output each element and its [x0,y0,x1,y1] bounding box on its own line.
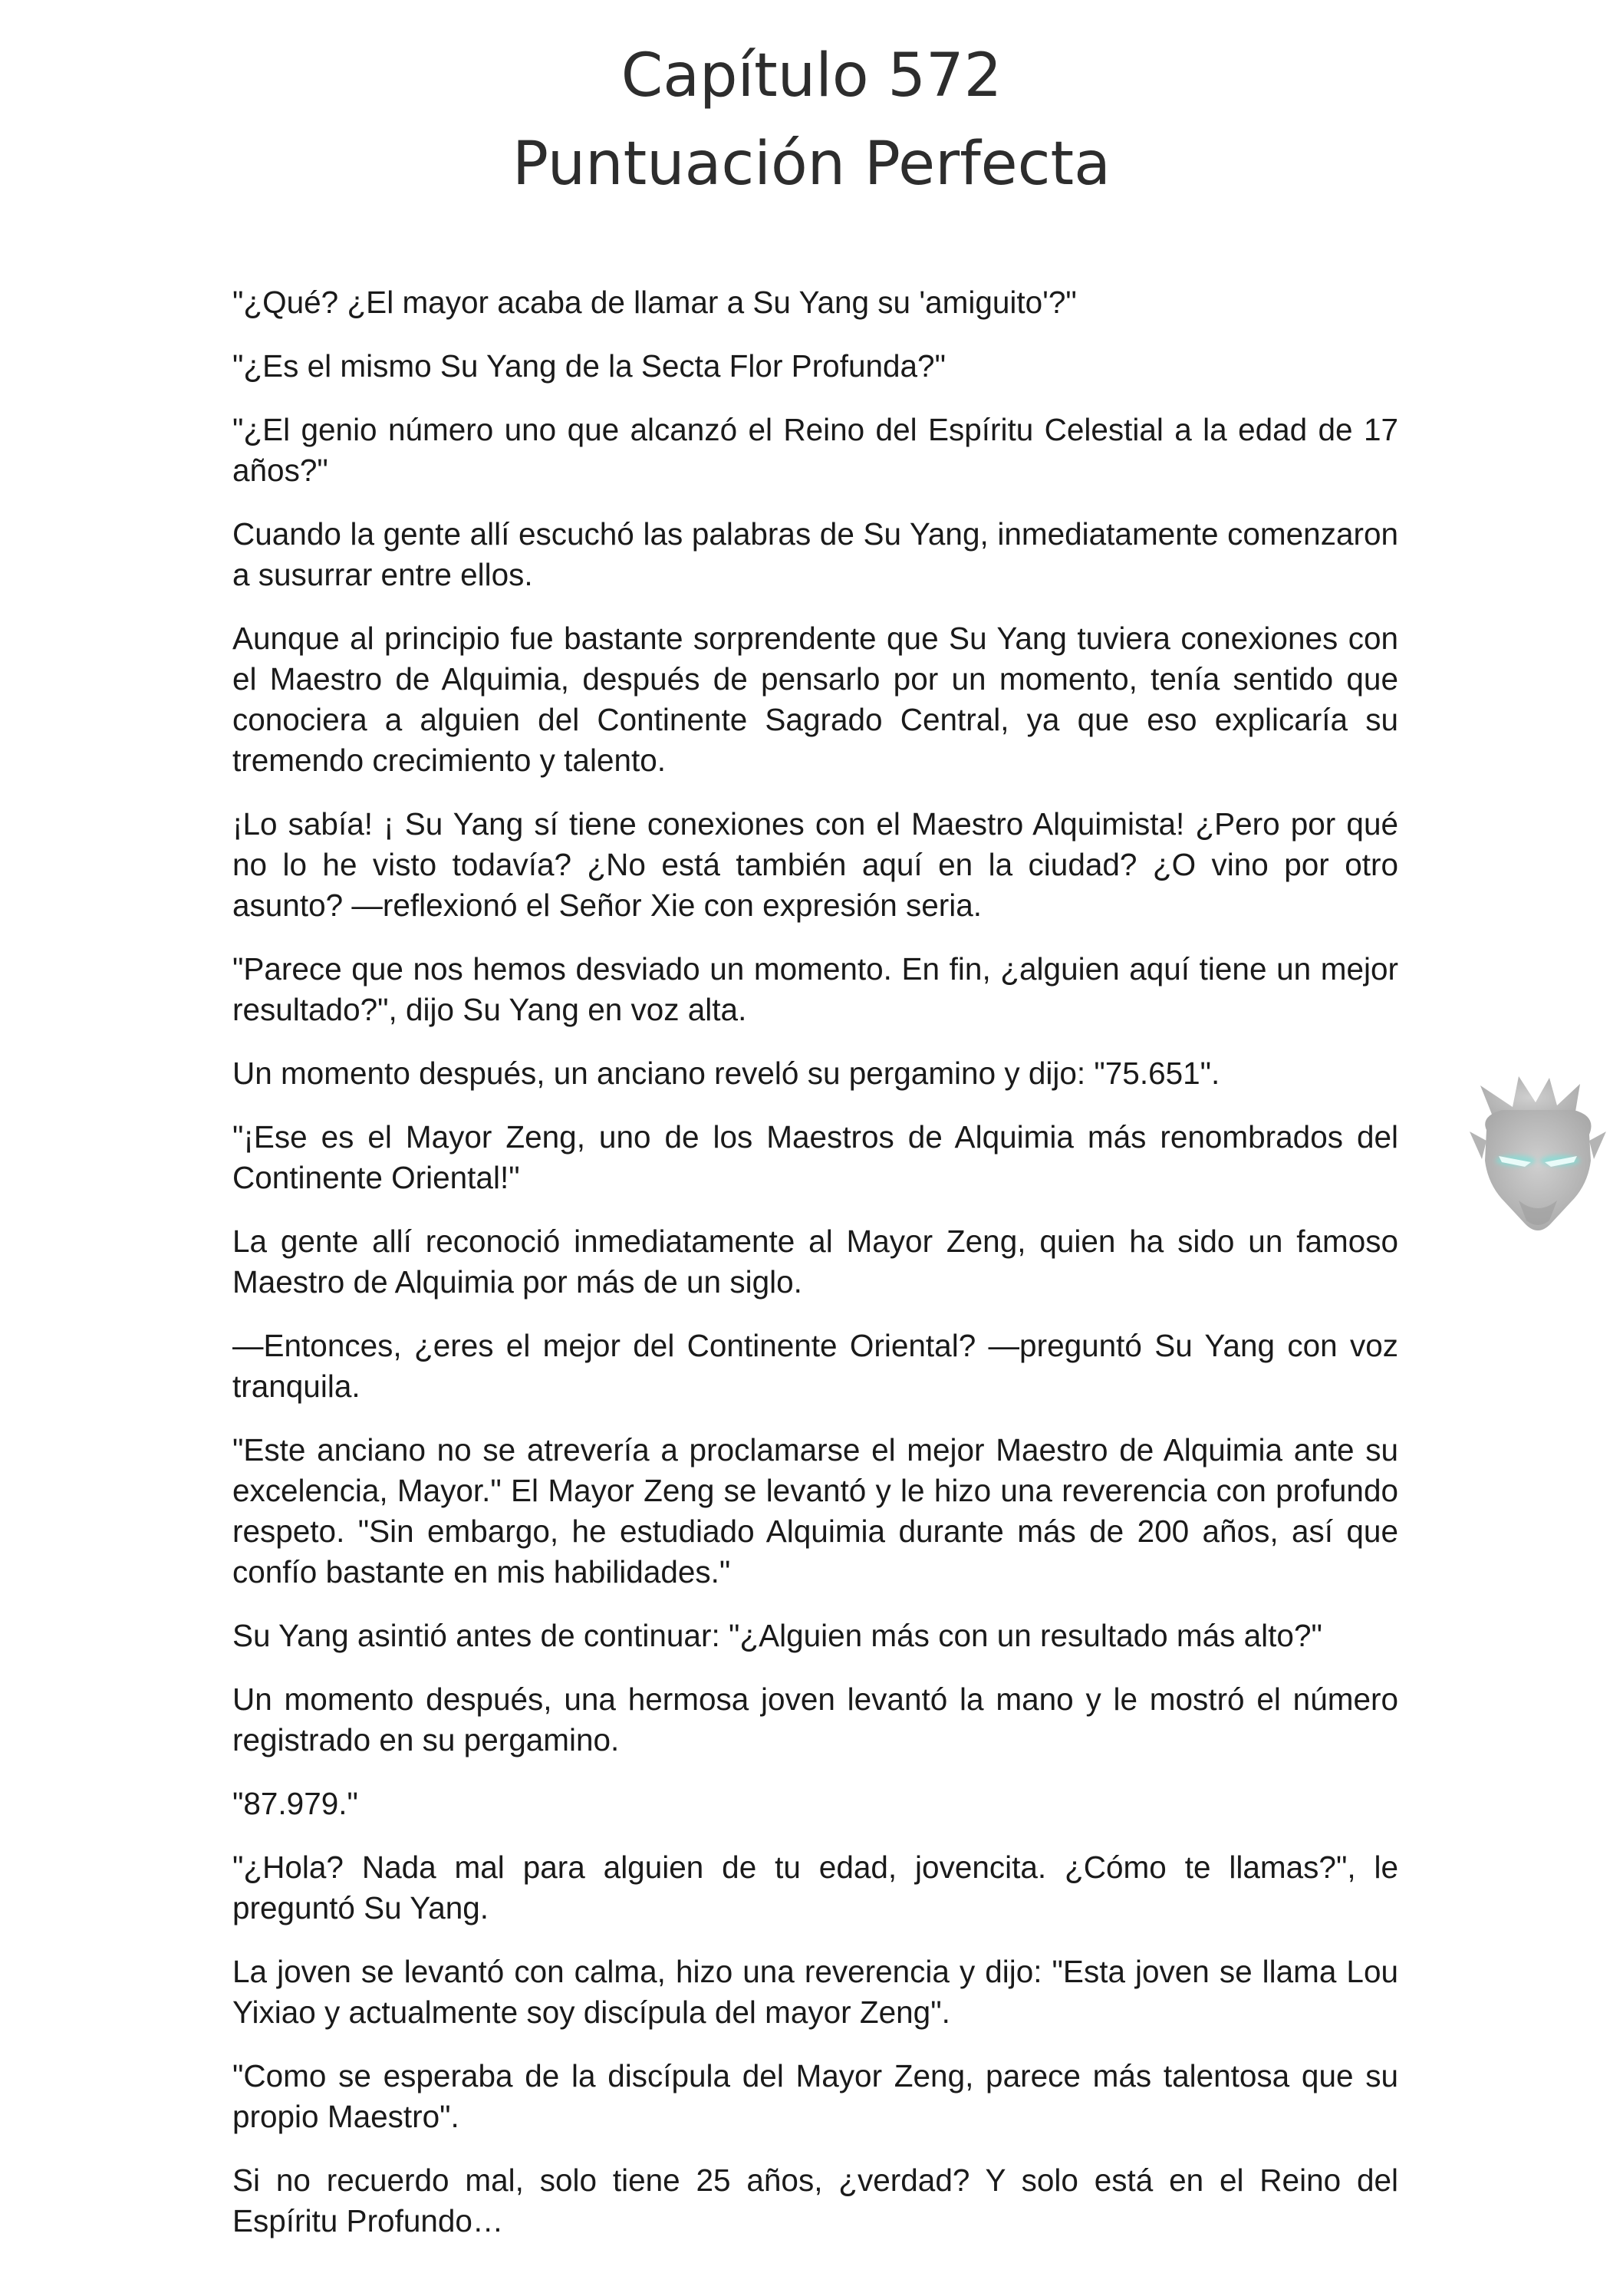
paragraph: "¿Qué? ¿El mayor acaba de llamar a Su Yang su 'amiguito'?" [232,285,1077,320]
paragraph: ¡Lo sabía! ¡ Su Yang sí tiene conexiones con el Maestro Alquimista! ¿Pero por qué no lo he visto todavía? ¿No está también aquí en la ciudad? ¿O vino por otro asunto? —reflexionó el Señor Xie con expresión seria. [232,806,1398,923]
paragraph: Un momento después, una hermosa joven levantó la mano y le mostró el número registrado en su pergamino. [232,1682,1398,1757]
paragraph: "87.979." [232,1786,358,1821]
demon-head-icon [1465,1070,1611,1247]
paragraph: "¡Ese es el Mayor Zeng, uno de los Maestros de Alquimia más renombrados del Continente Oriental!" [232,1119,1398,1195]
chapter-body [232,282,1398,2265]
paragraph: Un momento después, un anciano reveló su pergamino y dijo: "75.651". [232,1056,1220,1091]
paragraph: —Entonces, ¿eres el mejor del Continente Oriental? —preguntó Su Yang con voz tranquila. [232,1328,1398,1404]
paragraph: "¿El genio número uno que alcanzó el Reino del Espíritu Celestial a la edad de 17 años?" [232,412,1398,488]
paragraph: La gente allí reconoció inmediatamente al Mayor Zeng, quien ha sido un famoso Maestro de Alquimia por más de un siglo. [232,1224,1398,1300]
paragraph: Cuando la gente allí escuchó las palabras de Su Yang, inmediatamente comenzaron a susurrar entre ellos. [232,516,1398,592]
paragraph: "¿Hola? Nada mal para alguien de tu edad, jovencita. ¿Cómo te llamas?", le preguntó Su Yang. [232,1850,1398,1925]
paragraph: La joven se levantó con calma, hizo una reverencia y dijo: "Esta joven se llama Lou Yixiao y actualmente soy discípula del mayor Zeng". [232,1954,1398,2030]
paragraph: "¿Es el mismo Su Yang de la Secta Flor Profunda?" [232,348,946,384]
chapter-title: Puntuación Perfecta [512,130,1111,199]
paragraph: "Parece que nos hemos desviado un momento. En fin, ¿alguien aquí tiene un mejor resultado?", dijo Su Yang en voz alta. [232,951,1398,1027]
chapter-number: Capítulo 572 [621,41,1002,110]
paragraph: "Como se esperaba de la discípula del Mayor Zeng, parece más talentosa que su propio Maestro". [232,2058,1398,2134]
paragraph: Su Yang asintió antes de continuar: "¿Alguien más con un resultado más alto?" [232,1618,1322,1653]
paragraph: Si no recuerdo mal, solo tiene 25 años, ¿verdad? Y solo está en el Reino del Espíritu Profundo… [232,2163,1398,2238]
paragraph: "Este anciano no se atrevería a proclamarse el mejor Maestro de Alquimia ante su excelencia, Mayor." El Mayor Zeng se levantó y le hizo una reverencia con profundo respeto. "Sin embargo, he estudiado Alquimia durante más de 200 años, así que confío bastante en mis habilidades." [232,1432,1398,1589]
paragraph: Aunque al principio fue bastante sorprendente que Su Yang tuviera conexiones con el Maestro de Alquimia, después de pensarlo por un momento, tenía sentido que conociera a alguien del Continente Sagrado Central, ya que eso explicaría su tremendo crecimiento y talento. [232,621,1398,778]
